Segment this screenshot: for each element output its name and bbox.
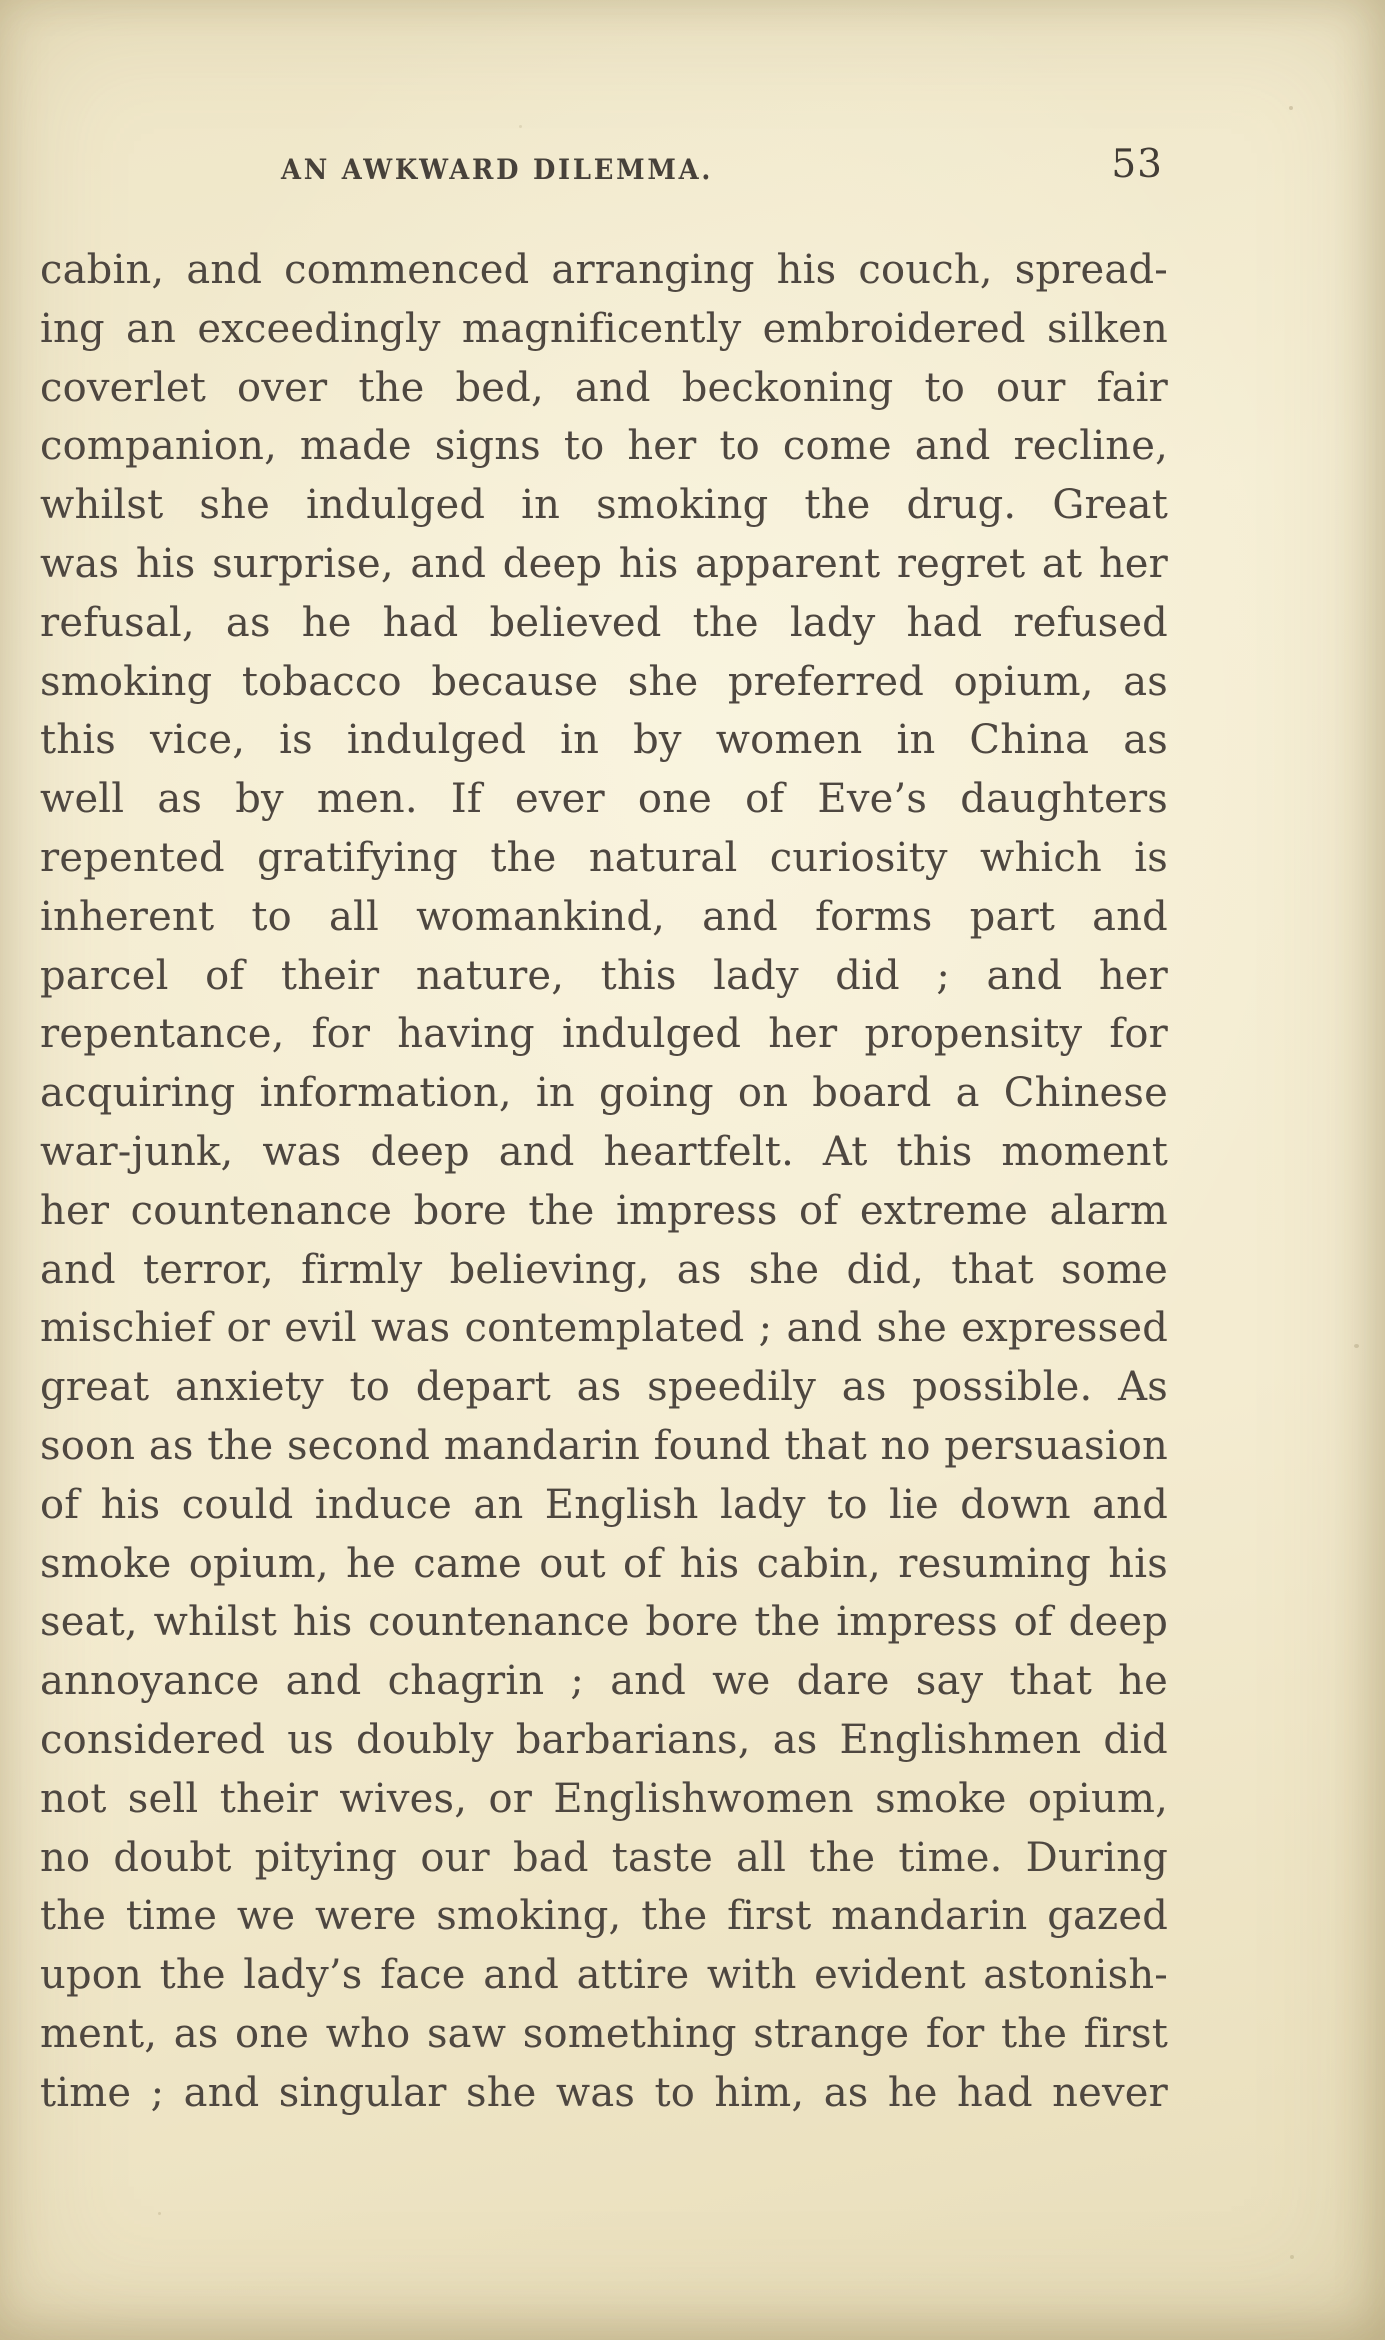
- text-line: ing an exceedingly magnificently embroidered silken: [40, 305, 1168, 352]
- page-header: [0, 140, 1385, 200]
- text-line: cabin, and commenced arranging his couch, spread-: [40, 247, 1168, 293]
- running-title: AN AWKWARD DILEMMA.: [281, 153, 714, 186]
- text-line: refusal, as he had believed the lady had refused: [40, 599, 1168, 646]
- text-line: considered us doubly barbarians, as Englishmen did: [40, 1716, 1168, 1763]
- text-line: inherent to all womankind, and forms part and: [40, 893, 1168, 940]
- body-text: [40, 241, 1168, 2123]
- text-line: her countenance bore the impress of extreme alarm: [40, 1187, 1168, 1234]
- text-line: and terror, firmly believing, as she did, that some: [40, 1246, 1168, 1293]
- text-line: this vice, is indulged in by women in China as: [40, 717, 1168, 764]
- text-line: was his surprise, and deep his apparent regret at her: [40, 540, 1168, 587]
- text-line: well as by men. If ever one of Eve’s daughters: [40, 776, 1168, 823]
- text-line: seat, whilst his countenance bore the impress of deep: [40, 1599, 1168, 1646]
- text-line: ment, as one who saw something strange for the first: [40, 2010, 1168, 2057]
- text-line: companion, made signs to her to come and recline,: [40, 423, 1168, 470]
- text-line: mischief or evil was contemplated ; and she expressed: [40, 1305, 1168, 1352]
- paper-speck: [158, 2212, 161, 2215]
- paper-speck: [1289, 106, 1293, 110]
- text-line: the time we were smoking, the first mandarin gazed: [40, 1893, 1168, 1940]
- paper-speck: [519, 125, 522, 128]
- text-line: great anxiety to depart as speedily as possible. As: [40, 1364, 1168, 1411]
- text-line: soon as the second mandarin found that no persuasion: [40, 1422, 1168, 1469]
- text-line: no doubt pitying our bad taste all the time. During: [40, 1834, 1168, 1881]
- text-line: war-junk, was deep and heartfelt. At this moment: [40, 1128, 1168, 1175]
- text-line: whilst she indulged in smoking the drug. Great: [40, 482, 1168, 529]
- text-line: upon the lady’s face and attire with evident astonish-: [40, 1952, 1168, 1999]
- page-number: 53: [1111, 142, 1163, 187]
- text-line: repentance, for having indulged her propensity for: [40, 1011, 1168, 1058]
- text-line: smoke opium, he came out of his cabin, resuming his: [40, 1540, 1168, 1587]
- paper-speck: [1290, 2255, 1294, 2259]
- text-line: parcel of their nature, this lady did ; and her: [40, 952, 1168, 999]
- paper-speck: [1354, 1344, 1359, 1348]
- text-line: not sell their wives, or Englishwomen smoke opium,: [40, 1775, 1168, 1822]
- text-line: annoyance and chagrin ; and we dare say that he: [40, 1658, 1168, 1705]
- text-line: coverlet over the bed, and beckoning to our fair: [40, 364, 1168, 411]
- text-line: acquiring information, in going on board a Chinese: [40, 1070, 1168, 1117]
- text-line: of his could induce an English lady to lie down and: [40, 1481, 1168, 1528]
- text-line: time ; and singular she was to him, as he had never: [40, 2069, 1168, 2116]
- text-line: smoking tobacco because she preferred opium, as: [40, 658, 1168, 705]
- text-line: repented gratifying the natural curiosity which is: [40, 834, 1168, 881]
